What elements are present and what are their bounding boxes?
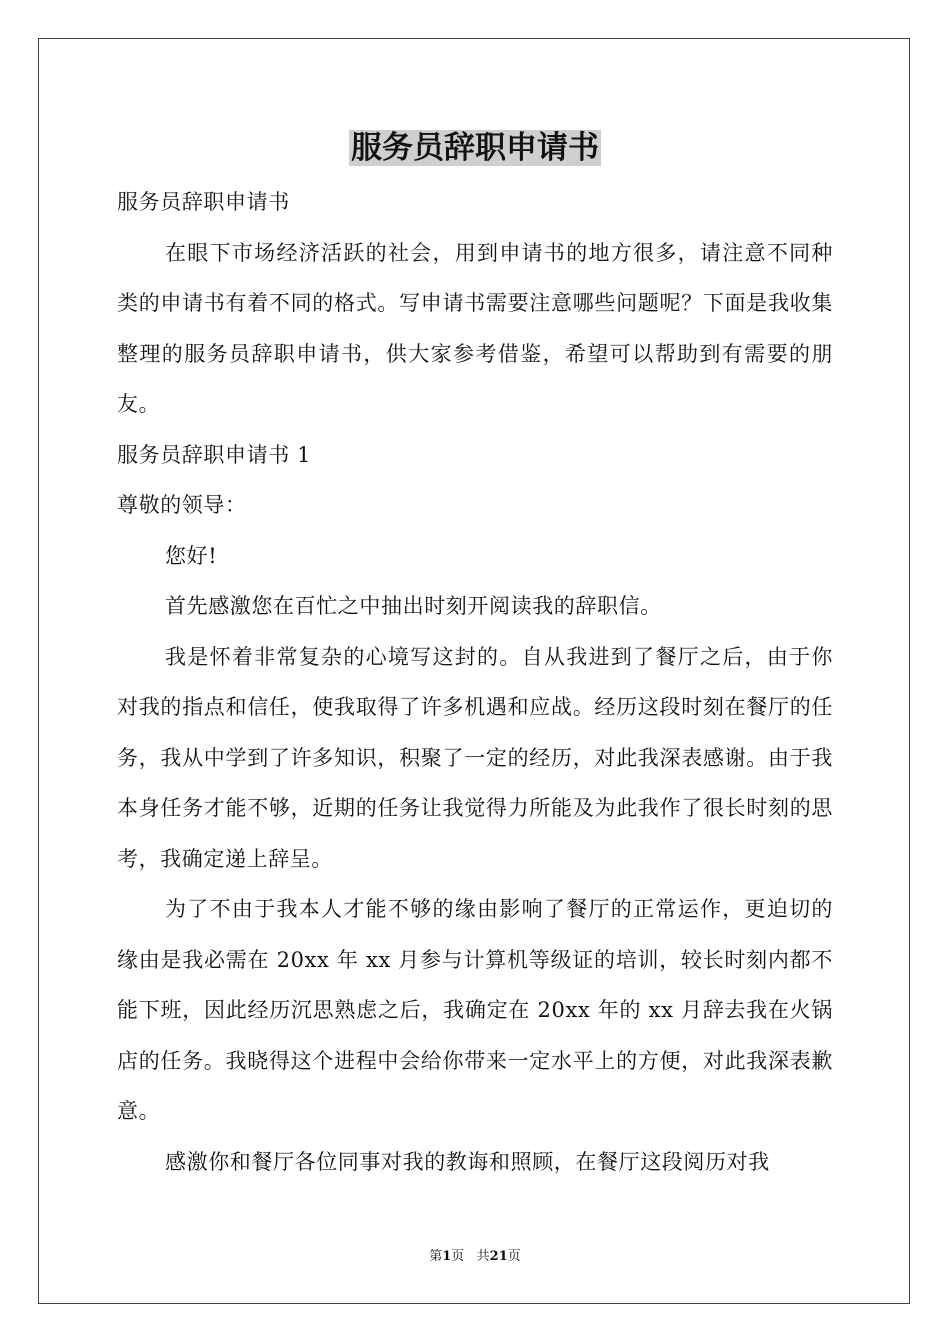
document-title-text: 服务员辞职申请书	[351, 130, 599, 166]
page-number-total: 21	[489, 1249, 508, 1264]
paragraph-body-2: 为了不由于我本人才能不够的缘由影响了餐厅的正常运作，更迫切的缘由是我必需在 20xx 年 xx 月参与计算机等级证的培训，较长时刻内都不能下班，因此经历沉思熟虑之后，我确定在 20xx 年的 xx 月辞去我在火锅店的任务。我晓得这个进程中会给你带来一定水平上的方便，对此我深表歉意。	[117, 897, 833, 1123]
page-number-suffix: 页	[507, 1249, 521, 1264]
paragraph-greeting: 您好!	[165, 543, 218, 568]
page-number-prefix: 第	[429, 1249, 443, 1264]
page-number-mid: 页 共	[451, 1249, 490, 1264]
paragraph-heading: 服务员辞职申请书	[117, 190, 290, 214]
page-footer	[0, 1248, 950, 1266]
paragraph-subheading: 服务员辞职申请书 1	[117, 442, 312, 467]
page-number-current: 1	[442, 1249, 452, 1264]
document-body	[117, 177, 833, 1187]
paragraph-body-3: 感激你和餐厅各位同事对我的教诲和照顾，在餐厅这段阅历对我	[165, 1149, 770, 1174]
paragraph-intro: 在眼下市场经济活跃的社会，用到申请书的地方很多，请注意不同种类的申请书有着不同的格式。写申请书需要注意哪些问题呢？下面是我收集整理的服务员辞职申请书，供大家参考借鉴，希望可以帮助到有需要的朋友。	[117, 240, 833, 416]
document-title	[0, 125, 950, 171]
paragraph-body-1: 我是怀着非常复杂的心境写这封的。自从我进到了餐厅之后，由于你对我的指点和信任，使我取得了许多机遇和应战。经历这段时刻在餐厅的任务，我从中学到了许多知识，积聚了一定的经历，对此我深表感谢。由于我本身任务才能不够，近期的任务让我觉得力所能及为此我作了很长时刻的思考，我确定递上辞呈。	[117, 644, 833, 871]
paragraph-salutation: 尊敬的领导：	[117, 493, 247, 517]
paragraph-thanks: 首先感激您在百忙之中抽出时刻开阅读我的辞职信。	[165, 594, 662, 618]
